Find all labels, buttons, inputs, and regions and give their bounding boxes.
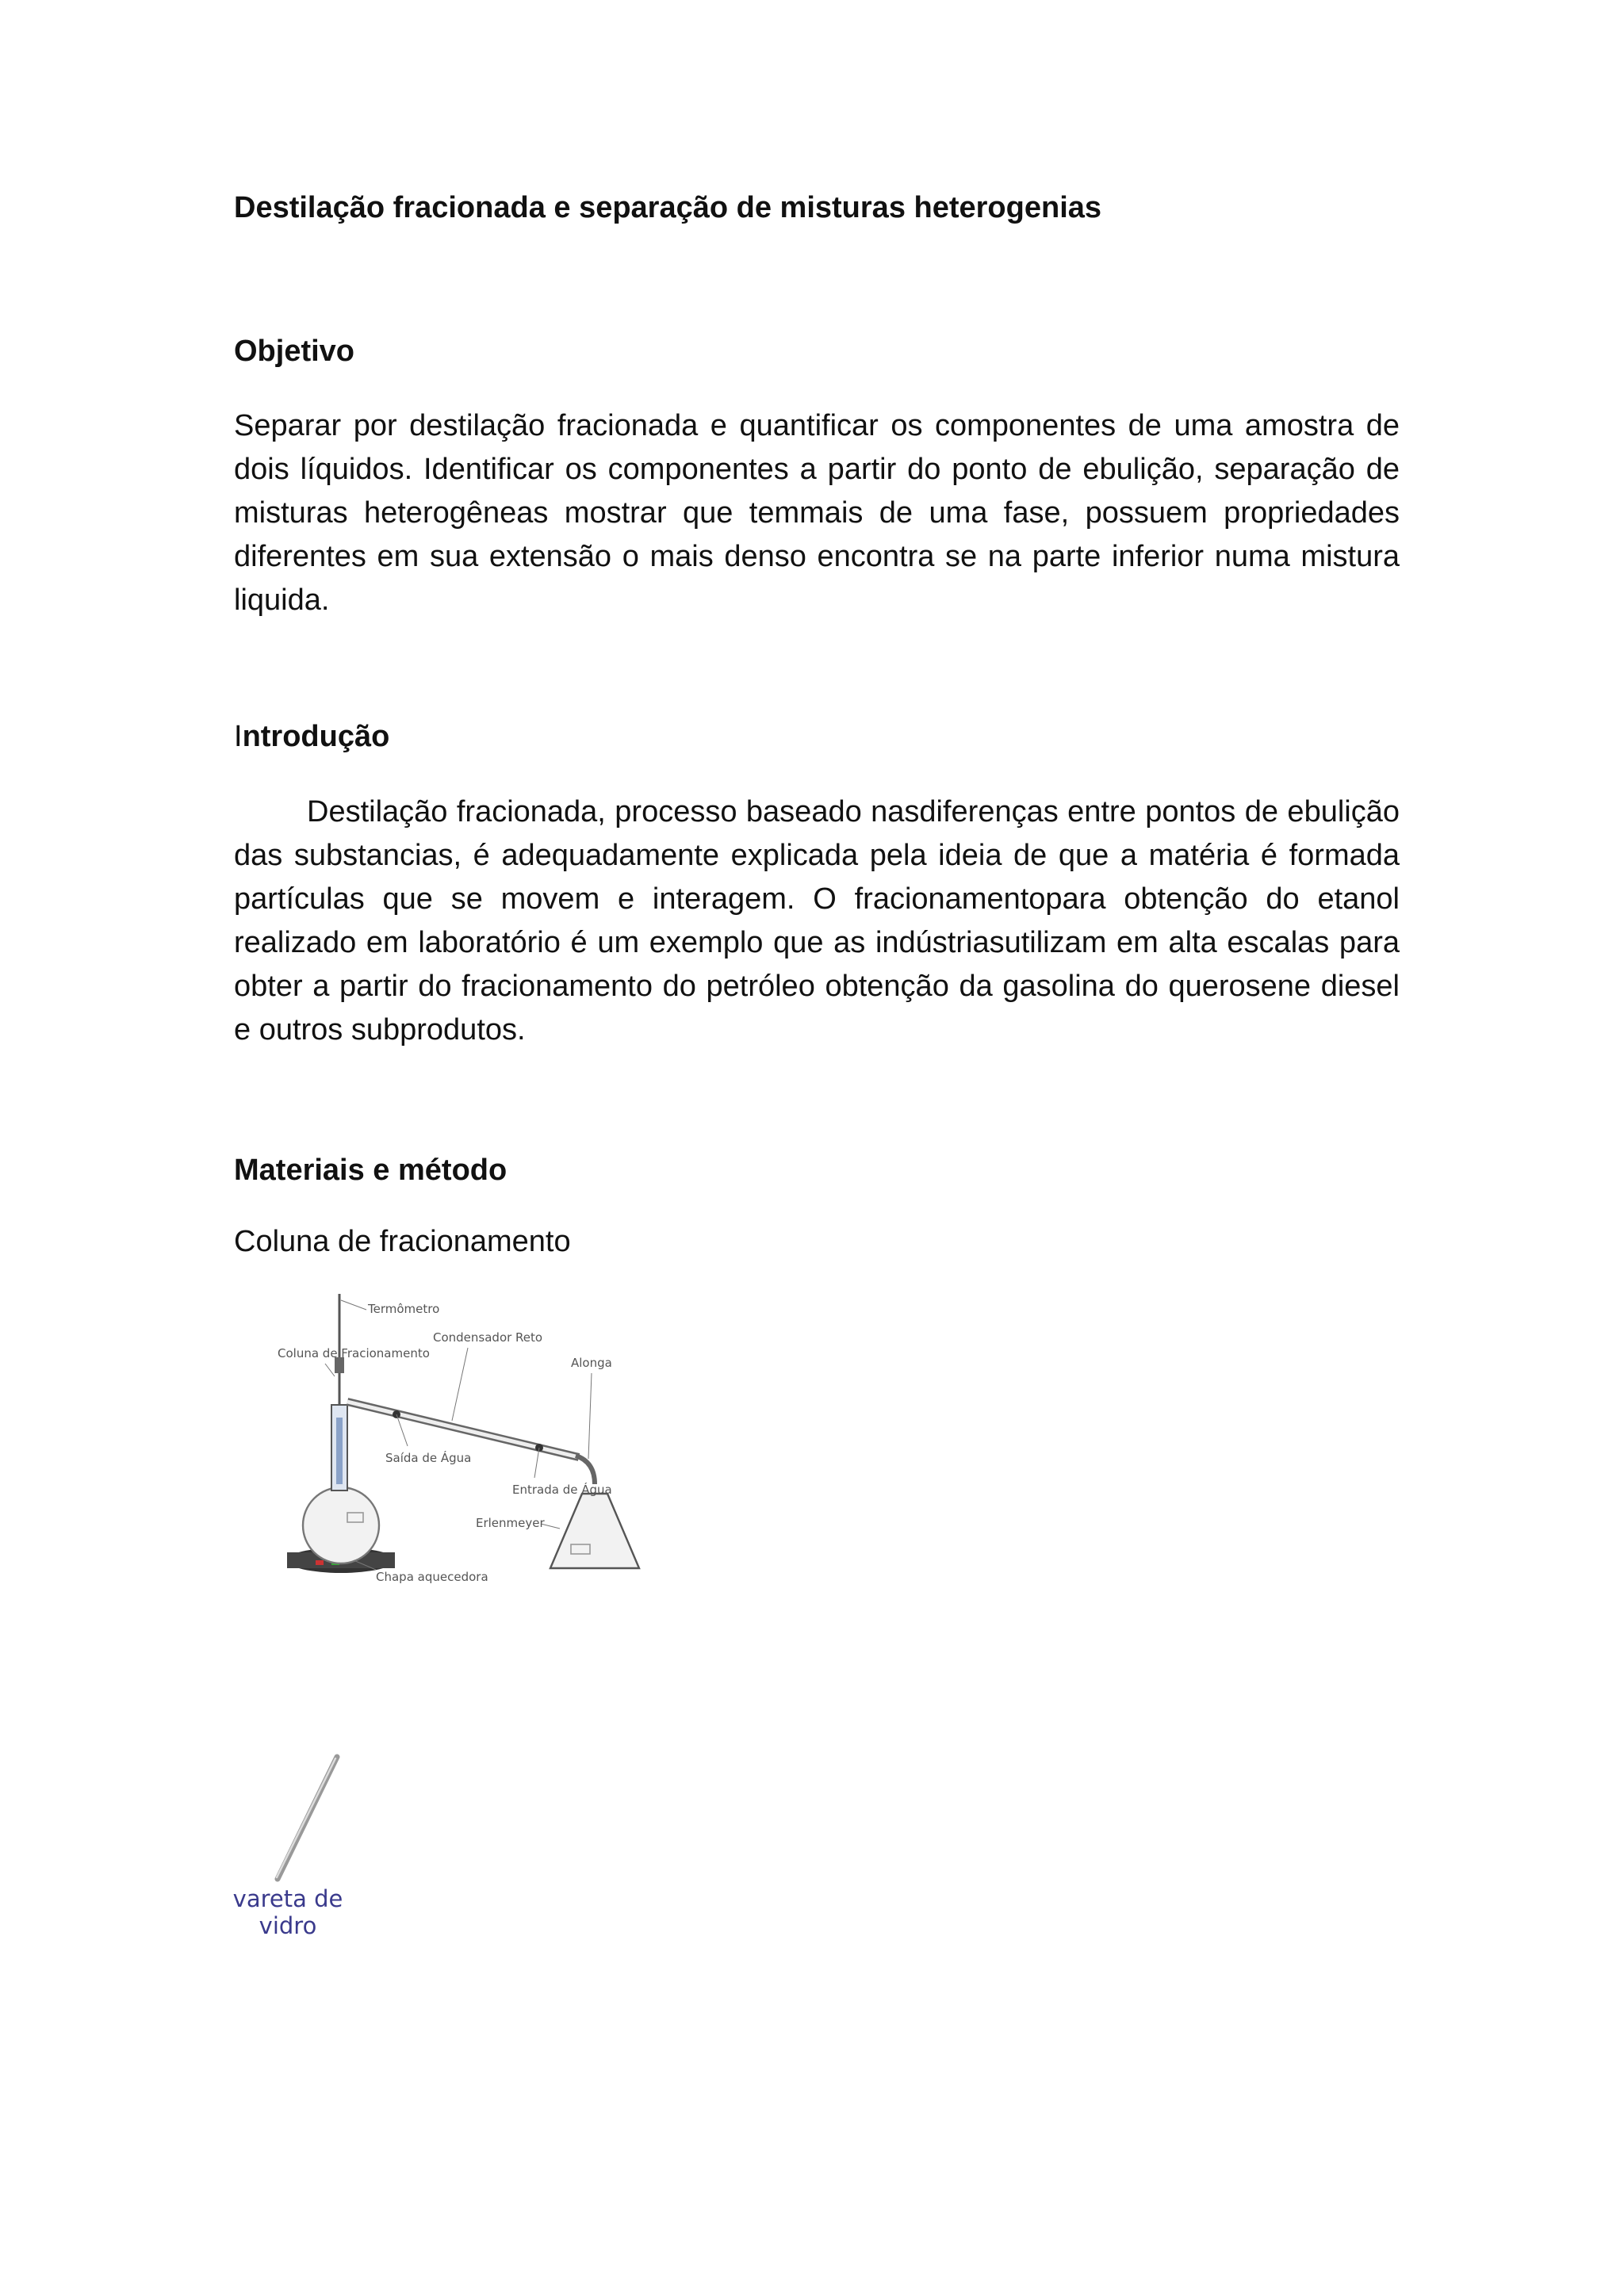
label-erlenmeyer: Erlenmeyer — [476, 1516, 545, 1530]
label-termometro: Termômetro — [368, 1302, 440, 1316]
glass-rod-caption — [224, 1885, 351, 1939]
adapter-icon — [576, 1456, 595, 1484]
heading-objetivo: Objetivo — [234, 335, 355, 368]
round-flask-icon — [303, 1487, 379, 1563]
label-chapa: Chapa aquecedora — [376, 1570, 488, 1584]
label-condensador: Condensador Reto — [433, 1330, 543, 1345]
heading-introducao-initial: I — [234, 720, 243, 753]
erlenmeyer-icon — [550, 1494, 639, 1568]
glass-rod-caption-line1: vareta de — [232, 1885, 343, 1912]
label-saida-agua: Saída de Água — [385, 1451, 472, 1465]
glass-rod-figure — [262, 1752, 349, 1887]
heading-introducao-rest: ntrodução — [242, 720, 390, 753]
label-entrada-agua: Entrada de Água — [512, 1483, 612, 1497]
distillation-apparatus-figure — [278, 1291, 690, 1592]
heading-materiais: Materiais e método — [234, 1154, 508, 1187]
paragraph-introducao: Destilação fracionada, processo baseado nasdiferenças entre pontos de ebulição das substancias, é adequadamente explicada pela ideia de que a matéria é formada partículas que se movem e interagem. O fracionamentopara obtenção do etanol realizado em laboratório é um exemplo que as indústriasutilizam em alta escalas para obter a partir do fracionamento do petróleo obtenção da gasolina do querosene diesel e outros subprodutos. — [234, 795, 1400, 1047]
glass-rod-caption-line2: vidro — [259, 1912, 317, 1939]
document-title: Destilação fracionada e separação de misturas heterogenias — [234, 191, 1102, 224]
label-alonga: Alonga — [571, 1356, 612, 1370]
label-coluna: Coluna de Fracionamento — [278, 1346, 430, 1360]
paragraph-objetivo: Separar por destilação fracionada e quantificar os componentes de uma amostra de dois líquidos. Identificar os componentes a partir do ponto de ebulição, separação de misturas heterogêneas mostrar que temmais de uma fase, possuem propriedades diferentes em sua extensão o mais denso encontra se na parte inferior numa mistura liquida. — [234, 409, 1400, 617]
heading-introducao — [234, 720, 389, 754]
material-item-coluna: Coluna de fracionamento — [234, 1225, 571, 1258]
